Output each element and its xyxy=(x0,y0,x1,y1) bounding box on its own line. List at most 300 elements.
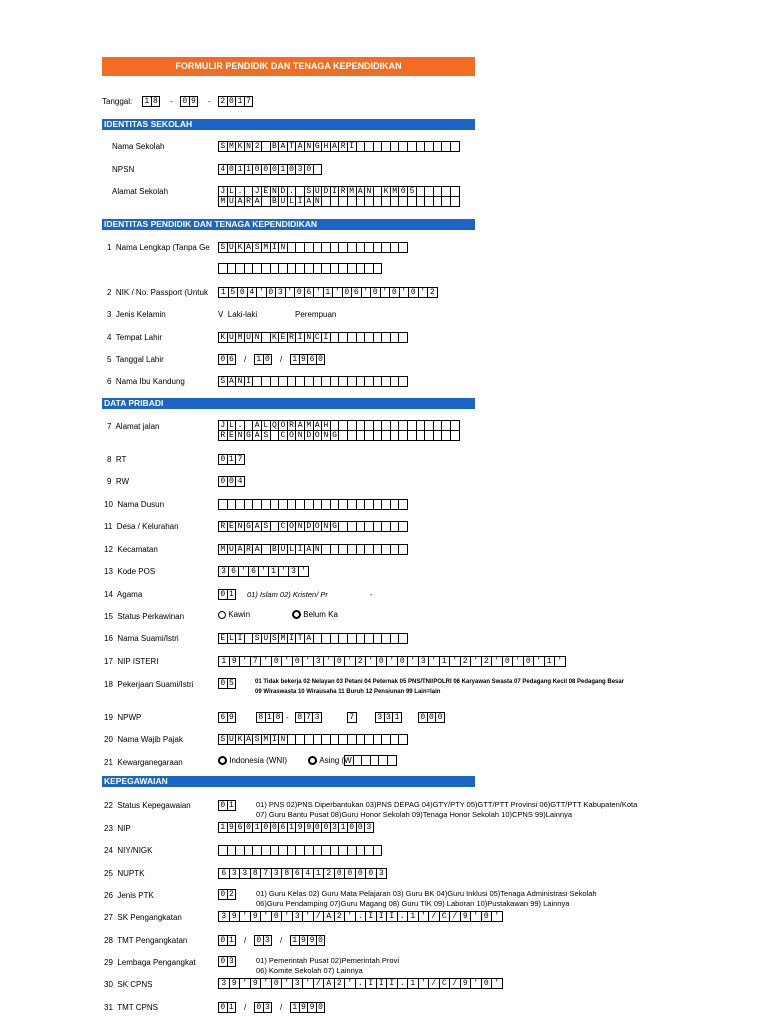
char-box xyxy=(313,164,323,175)
char-box: H xyxy=(321,420,331,431)
jenis-ptk-field[interactable] xyxy=(218,889,235,900)
char-box: T xyxy=(295,633,305,644)
char-box: 3 xyxy=(218,978,230,989)
rw-field[interactable] xyxy=(218,476,244,487)
field-31-label: 31 TMT CPNS xyxy=(104,1003,158,1012)
field-9-label: 9 RW xyxy=(107,477,130,486)
kewarganegaraan-wni-option[interactable]: Indonesia (WNI) xyxy=(218,756,287,766)
date-separator: / xyxy=(280,936,283,945)
field-27-label: 27 SK Pengangkatan xyxy=(104,913,182,922)
char-box: 0 xyxy=(218,800,228,811)
kode-pos-field[interactable] xyxy=(218,566,308,577)
char-box: 0 xyxy=(356,822,366,833)
char-box: A xyxy=(227,376,237,387)
char-box: 5 xyxy=(227,678,237,689)
kewarganegaraan-wna-option[interactable]: Asing (W xyxy=(308,756,352,766)
char-box: 2 xyxy=(481,656,493,667)
char-box: 1 xyxy=(235,164,245,175)
char-box: 2 xyxy=(460,656,472,667)
npwp-group-3[interactable] xyxy=(295,712,321,723)
char-box: A xyxy=(252,196,262,207)
char-box: 9 xyxy=(250,911,262,922)
char-box: N xyxy=(304,332,314,343)
char-box xyxy=(450,430,460,441)
alamat-jalan-line2[interactable] xyxy=(218,430,459,441)
field-23-label: 23 NIP xyxy=(104,824,131,833)
char-box: L xyxy=(227,420,237,431)
char-box: 2 xyxy=(334,978,346,989)
alamat-sekolah-line2[interactable] xyxy=(218,196,459,207)
char-box: 1 xyxy=(290,354,300,365)
char-box: U xyxy=(261,633,271,644)
char-box: A xyxy=(356,186,366,197)
field-14-label: 14 Agama xyxy=(104,590,143,599)
status-kepegawaian-field[interactable] xyxy=(218,800,235,811)
field-30-label: 30 SK CPNS xyxy=(104,980,153,989)
tempat-lahir-field[interactable] xyxy=(218,332,407,343)
char-box: 1 xyxy=(392,712,402,723)
char-box: M xyxy=(347,186,357,197)
field-24-label: 24 NIY/NIGK xyxy=(104,846,153,855)
char-box: 0 xyxy=(347,822,357,833)
tmt-cpns-year[interactable] xyxy=(290,1002,324,1013)
char-box: C xyxy=(439,911,451,922)
char-box: S xyxy=(304,186,314,197)
char-box: 1 xyxy=(338,822,348,833)
char-box: 8 xyxy=(256,712,266,723)
char-box: ' xyxy=(302,656,314,667)
char-box: ' xyxy=(332,287,343,298)
char-box: 3 xyxy=(271,868,283,879)
field-21-label: 21 Kewarganegaraan xyxy=(104,758,183,767)
char-box: J xyxy=(218,420,228,431)
char-box: N xyxy=(278,242,288,253)
char-box: L xyxy=(227,186,237,197)
char-box: 0 xyxy=(218,476,228,487)
char-box: N xyxy=(244,141,254,152)
char-box xyxy=(373,263,383,274)
char-box: R xyxy=(287,420,297,431)
char-box: R xyxy=(218,521,228,532)
char-box: 5 xyxy=(228,287,239,298)
char-box: U xyxy=(244,332,254,343)
char-box xyxy=(373,845,383,856)
char-box: / xyxy=(313,978,325,989)
char-box: ' xyxy=(281,656,293,667)
char-box: G xyxy=(313,141,323,152)
char-box: L xyxy=(287,196,297,207)
tmt-pengangkatan-month[interactable] xyxy=(254,935,271,946)
char-box: 1 xyxy=(218,287,229,298)
char-box: ' xyxy=(302,978,314,989)
sk-pengangkatan-field[interactable] xyxy=(218,911,502,922)
char-box: G xyxy=(330,521,340,532)
char-box xyxy=(398,521,408,532)
npwp-group-5[interactable] xyxy=(375,712,401,723)
char-box: A xyxy=(235,196,245,207)
char-box: S xyxy=(252,242,262,253)
tanggal-label: Tanggal: xyxy=(102,97,133,106)
char-box: I xyxy=(321,332,331,343)
char-box: A xyxy=(304,633,314,644)
char-box: 0 xyxy=(481,978,493,989)
char-box: 0 xyxy=(481,911,493,922)
nama-sekolah-label: Nama Sekolah xyxy=(112,142,165,151)
char-box: K xyxy=(235,141,245,152)
date-separator: - xyxy=(208,97,211,106)
nama-dusun-field[interactable] xyxy=(218,499,407,510)
sk-cpns-field[interactable] xyxy=(218,978,502,989)
nama-lengkap-field[interactable] xyxy=(218,242,407,253)
char-box: 9 xyxy=(307,935,317,946)
char-box: 3 xyxy=(330,822,340,833)
char-box: K xyxy=(235,734,245,745)
char-box: ' xyxy=(260,911,272,922)
section-identitas-sekolah: IDENTITAS SEKOLAH xyxy=(102,119,475,130)
field-16-label: 16 Nama Suami/Istri xyxy=(104,634,179,643)
nip-field[interactable] xyxy=(218,822,373,833)
char-box: 7 xyxy=(260,868,272,879)
char-box: I xyxy=(330,186,340,197)
char-box: ' xyxy=(380,287,391,298)
char-box: 7 xyxy=(244,96,254,107)
char-box: S xyxy=(218,242,228,253)
char-box: ' xyxy=(239,656,251,667)
char-box: O xyxy=(313,430,323,441)
char-box: ' xyxy=(386,656,398,667)
agama-field[interactable] xyxy=(218,589,235,600)
tmt-cpns-month[interactable] xyxy=(254,1002,271,1013)
char-box: I xyxy=(287,633,297,644)
tmt-pengangkatan-year[interactable] xyxy=(290,935,324,946)
tanggal-day[interactable] xyxy=(142,96,159,107)
char-box: . xyxy=(235,186,245,197)
char-box: 3 xyxy=(313,656,325,667)
char-box: Q xyxy=(270,420,280,431)
char-box: 0 xyxy=(261,164,271,175)
char-box: . xyxy=(287,186,297,197)
char-box: ' xyxy=(470,978,482,989)
char-box xyxy=(398,376,408,387)
char-box: 7 xyxy=(250,656,262,667)
char-box: ' xyxy=(302,911,314,922)
field-8-label: 8 RT xyxy=(107,455,127,464)
section-kepegawaian: KEPEGAWAIAN xyxy=(102,776,475,787)
char-box: 0 xyxy=(227,96,237,107)
char-box: 0 xyxy=(254,935,264,946)
char-box: A xyxy=(235,544,245,555)
status-kawin-option[interactable]: Kawin xyxy=(218,610,250,620)
char-box: 4 xyxy=(247,287,258,298)
jenis-kelamin-perempuan[interactable]: Perempuan xyxy=(295,310,337,319)
char-box: N xyxy=(321,430,331,441)
char-box: N xyxy=(295,521,305,532)
char-box: 1 xyxy=(407,978,419,989)
char-box: 0 xyxy=(334,656,346,667)
npwp-group-1[interactable] xyxy=(218,712,235,723)
char-box: E xyxy=(218,633,228,644)
char-box: 0 xyxy=(397,656,409,667)
char-box: A xyxy=(313,420,323,431)
field-6-label: 6 Nama Ibu Kandung xyxy=(107,377,185,386)
char-box: 9 xyxy=(299,354,309,365)
kewarganegaraan-negara-field[interactable] xyxy=(344,755,396,766)
char-box: 0 xyxy=(316,935,326,946)
char-box: I xyxy=(386,978,398,989)
char-box: 1 xyxy=(227,800,237,811)
char-box: R xyxy=(338,141,348,152)
char-box: 3 xyxy=(364,822,374,833)
char-box: ' xyxy=(470,911,482,922)
nip-isteri-field[interactable] xyxy=(218,656,565,667)
char-box: / xyxy=(428,911,440,922)
char-box: D xyxy=(278,186,288,197)
char-box: 0 xyxy=(271,656,283,667)
lembaga-pengangkat-field[interactable] xyxy=(218,956,235,967)
tanggal-lahir-day[interactable] xyxy=(218,354,235,365)
npwp-group-2[interactable] xyxy=(256,712,282,723)
char-box: ' xyxy=(238,566,249,577)
nuptk-field[interactable] xyxy=(218,868,386,879)
char-box: 9 xyxy=(460,911,472,922)
char-box: N xyxy=(313,544,323,555)
char-box: 0 xyxy=(218,354,228,365)
char-box: N xyxy=(364,186,374,197)
char-box: 9 xyxy=(295,822,305,833)
pekerjaan-field[interactable] xyxy=(218,678,235,689)
npwp-group-6[interactable] xyxy=(418,712,444,723)
char-box: ' xyxy=(365,656,377,667)
char-box: 3 xyxy=(275,287,286,298)
char-box: 1 xyxy=(244,164,254,175)
char-box: 1 xyxy=(235,96,245,107)
char-box: K xyxy=(381,186,391,197)
tanggal-lahir-month[interactable] xyxy=(254,354,271,365)
char-box: 0 xyxy=(365,868,377,879)
char-box: O xyxy=(278,420,288,431)
char-box: N xyxy=(321,521,331,532)
char-box xyxy=(450,196,460,207)
status-belum-kawin-option[interactable]: Belum Ka xyxy=(292,610,338,620)
char-box: A xyxy=(244,242,254,253)
field-13-label: 13 Kode POS xyxy=(104,567,156,576)
char-box: / xyxy=(313,911,325,922)
char-box: M xyxy=(218,544,228,555)
char-box: 1 xyxy=(254,354,264,365)
char-box: I xyxy=(270,734,280,745)
nama-wajib-pajak-field[interactable] xyxy=(218,734,407,745)
char-box: 1 xyxy=(439,656,451,667)
nama-suami-istri-field[interactable] xyxy=(218,633,407,644)
char-box: L xyxy=(227,633,237,644)
char-box: O xyxy=(287,430,297,441)
char-box: 0 xyxy=(408,287,419,298)
char-box: 0 xyxy=(270,164,280,175)
char-box: S xyxy=(218,734,228,745)
date-separator: / xyxy=(280,1003,283,1012)
char-box: A xyxy=(304,544,314,555)
char-box: 0 xyxy=(370,287,381,298)
char-box: ' xyxy=(399,287,410,298)
field-5-label: 5 Tanggal Lahir xyxy=(107,355,164,364)
rt-field[interactable] xyxy=(218,454,244,465)
char-box: 6 xyxy=(227,354,237,365)
char-box: 0 xyxy=(218,454,228,465)
char-box: I xyxy=(235,633,245,644)
char-box: ' xyxy=(344,911,356,922)
char-box: 8 xyxy=(151,96,161,107)
agama-note: 01) Islam 02) Kristen/ Pr xyxy=(247,590,328,599)
char-box: A xyxy=(295,420,305,431)
nik-field[interactable] xyxy=(218,287,437,298)
char-box: 1 xyxy=(218,656,230,667)
char-box xyxy=(387,755,397,766)
char-box: M xyxy=(390,186,400,197)
char-box: U xyxy=(278,544,288,555)
jenis-kelamin-options[interactable]: V Laki-laki xyxy=(218,310,258,319)
date-separator: / xyxy=(244,936,247,945)
char-box: ' xyxy=(418,287,429,298)
char-box: 1 xyxy=(323,287,334,298)
char-box: 3 xyxy=(292,978,304,989)
char-box: 9 xyxy=(299,1002,309,1013)
char-box: 8 xyxy=(295,712,305,723)
char-box: ' xyxy=(260,656,272,667)
char-box: 4 xyxy=(302,868,314,879)
char-box: 0 xyxy=(418,712,428,723)
char-box: 0 xyxy=(180,96,190,107)
char-box: 6 xyxy=(228,566,239,577)
status-kepegawaian-note-2: 07) Guru Bantu Pusat 08)Guru Honor Sekolah 09)Tenaga Honor Sekolah 10)CPNS 99)Lainnya xyxy=(256,810,573,819)
char-box: 8 xyxy=(273,712,283,723)
char-box: 8 xyxy=(281,868,293,879)
char-box: 3 xyxy=(227,956,237,967)
char-box: ' xyxy=(361,287,372,298)
char-box: 0 xyxy=(263,354,273,365)
npsn-label: NPSN xyxy=(112,165,135,174)
char-box: / xyxy=(449,911,461,922)
char-box: 1 xyxy=(265,712,275,723)
char-box: 0 xyxy=(398,186,408,197)
char-box: C xyxy=(313,332,323,343)
desa-field[interactable] xyxy=(218,521,407,532)
tanggal-year[interactable] xyxy=(218,96,252,107)
char-box: 0 xyxy=(254,1002,264,1013)
char-box: U xyxy=(227,196,237,207)
char-box: ' xyxy=(470,656,482,667)
char-box: 0 xyxy=(502,656,514,667)
char-box: N xyxy=(235,376,245,387)
char-box: 1 xyxy=(268,566,279,577)
field-1-label: 1 Nama Lengkap (Tanpa Ge xyxy=(107,243,210,252)
char-box: N xyxy=(235,430,245,441)
char-box: 0 xyxy=(376,656,388,667)
npsn-field[interactable] xyxy=(218,164,321,175)
char-box: 0 xyxy=(342,287,353,298)
char-box: I xyxy=(295,544,305,555)
char-box: 9 xyxy=(189,96,199,107)
field-15-label: 15 Status Perkawinan xyxy=(104,612,185,621)
char-box: B xyxy=(270,196,280,207)
char-box: 0 xyxy=(271,978,283,989)
char-box: 6 xyxy=(292,868,304,879)
char-box: I xyxy=(376,978,388,989)
date-separator: / xyxy=(244,1003,247,1012)
char-box: 0 xyxy=(227,164,237,175)
tmt-cpns-day[interactable] xyxy=(218,1002,235,1013)
npwp-group-4[interactable] xyxy=(347,712,356,723)
char-box: 3 xyxy=(384,712,394,723)
char-box: C xyxy=(278,430,288,441)
char-box: 0 xyxy=(316,1002,326,1013)
char-box: 1 xyxy=(252,822,262,833)
kecamatan-field[interactable] xyxy=(218,544,407,555)
char-box: M xyxy=(278,633,288,644)
lembaga-note-1: 01) Pemerintah Pusat 02)Pemerintah Provi xyxy=(256,956,399,965)
char-box: ' xyxy=(428,656,440,667)
char-box: 6 xyxy=(307,354,317,365)
char-box: ' xyxy=(281,978,293,989)
jenis-ptk-note-1: 01) Guru Kelas 02) Guru Mata Pelajaran 03) Guru BK 04)Guru Inklusi 05)Tenaga Administrasi Sekolah xyxy=(256,889,597,898)
char-box: ' xyxy=(278,566,289,577)
char-box: . xyxy=(355,911,367,922)
nama-ibu-field[interactable] xyxy=(218,376,407,387)
field-20-label: 20 Nama Wajib Pajak xyxy=(104,735,183,744)
tanggal-month[interactable] xyxy=(180,96,197,107)
char-box: 5 xyxy=(407,186,417,197)
char-box: 1 xyxy=(287,822,297,833)
char-box: N xyxy=(278,734,288,745)
char-box: K xyxy=(218,332,228,343)
char-box: A xyxy=(278,141,288,152)
char-box: ' xyxy=(554,656,566,667)
char-box: I xyxy=(386,911,398,922)
nama-lengkap-field-2[interactable] xyxy=(218,263,381,274)
char-box: 2 xyxy=(334,911,346,922)
tanggal-lahir-year[interactable] xyxy=(290,354,324,365)
char-box: 3 xyxy=(312,712,322,723)
char-box: 0 xyxy=(427,712,437,723)
char-box: S xyxy=(252,633,262,644)
char-box: 0 xyxy=(227,476,237,487)
char-box: ' xyxy=(258,566,269,577)
char-box: 9 xyxy=(299,935,309,946)
char-box: 0 xyxy=(344,868,356,879)
char-box: 0 xyxy=(271,911,283,922)
niy-nigk-field[interactable] xyxy=(218,845,381,856)
field-7-label: 7 Alamat jalan xyxy=(107,422,160,431)
radio-selected-icon xyxy=(292,610,301,619)
char-box: I xyxy=(295,332,305,343)
char-box: 1 xyxy=(227,935,237,946)
agama-dash: - xyxy=(370,590,373,599)
nama-sekolah-field[interactable] xyxy=(218,141,459,152)
char-box: O xyxy=(287,521,297,532)
char-box: . xyxy=(235,420,245,431)
char-box xyxy=(398,499,408,510)
section-data-pribadi: DATA PRIBADI xyxy=(102,398,475,409)
char-box: D xyxy=(304,430,314,441)
status-kepegawaian-note-1: 01) PNS 02)PNS Diperbantukan 03)PNS DEPAG 04)GTY/PTY 05)GTT/PTT Provinsi 06)GTT/PTT Kabupaten/Kota xyxy=(256,800,638,809)
field-4-label: 4 Tempat Lahir xyxy=(107,333,163,342)
char-box: R xyxy=(218,430,228,441)
char-box: . xyxy=(397,978,409,989)
char-box: A xyxy=(323,978,335,989)
char-box: 6 xyxy=(218,712,228,723)
field-26-label: 26 Jenis PTK xyxy=(104,891,154,900)
tmt-pengangkatan-day[interactable] xyxy=(218,935,235,946)
char-box: 9 xyxy=(229,656,241,667)
